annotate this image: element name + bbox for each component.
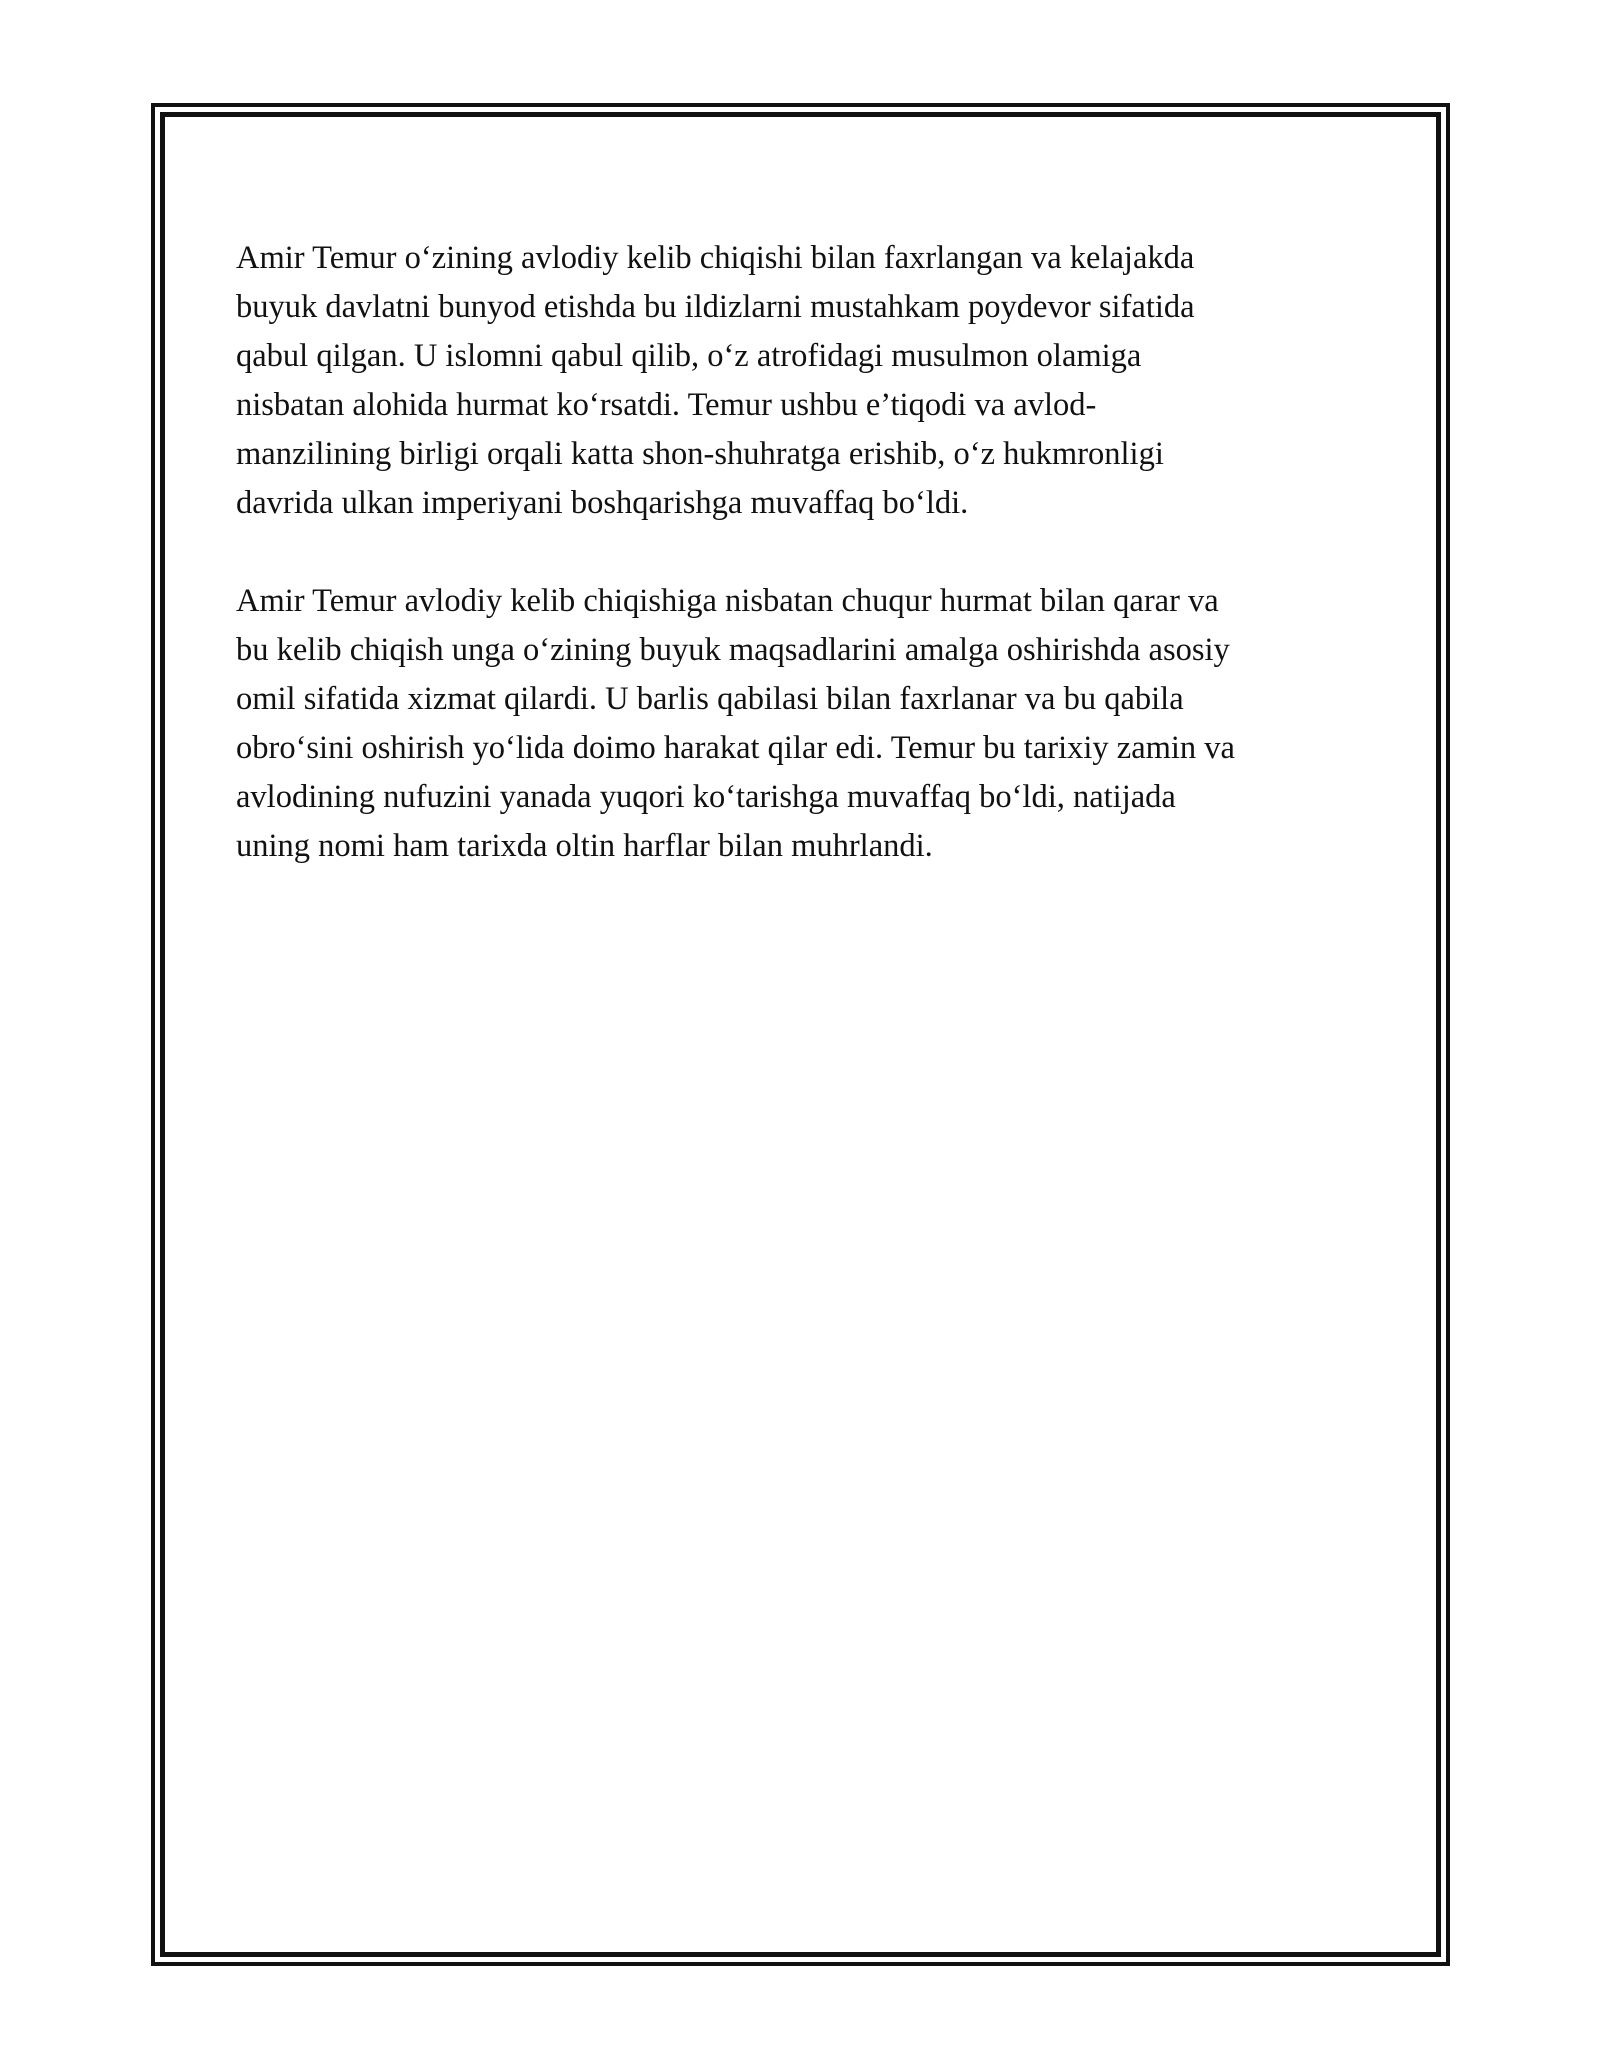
text-line: omil sifatida xizmat qilardi. U barlis qabilasi bilan faxrlanar va bu qabila <box>236 681 1184 717</box>
text-line: obro‘sini oshirish yo‘lida doimo harakat qilar edi. Temur bu tarixiy zamin va <box>236 730 1235 766</box>
text-line: qabul qilgan. U islomni qabul qilib, o‘z atrofidagi musulmon olamiga <box>236 338 1142 374</box>
text-line: bu kelib chiqish unga o‘zining buyuk maqsadlarini amalga oshirishda asosiy <box>236 632 1230 668</box>
text-line: davrida ulkan imperiyani boshqarishga muvaffaq bo‘ldi. <box>236 485 969 521</box>
text-line: manzilining birligi orqali katta shon-shuhratga erishib, o‘z hukmronligi <box>236 436 1164 472</box>
paragraph-2 <box>236 577 1376 871</box>
paragraph-1 <box>236 234 1376 528</box>
text-line: avlodining nufuzini yanada yuqori ko‘tarishga muvaffaq bo‘ldi, natijada <box>236 779 1176 815</box>
text-line: buyuk davlatni bunyod etishda bu ildizlarni mustahkam poydevor sifatida <box>236 289 1195 325</box>
text-line: Amir Temur o‘zining avlodiy kelib chiqishi bilan faxrlangan va kelajakda <box>236 240 1195 276</box>
text-line: nisbatan alohida hurmat ko‘rsatdi. Temur ushbu e’tiqodi va avlod- <box>236 387 1097 423</box>
document-body <box>236 234 1376 871</box>
text-line: uning nomi ham tarixda oltin harflar bilan muhrlandi. <box>236 828 933 864</box>
text-line: Amir Temur avlodiy kelib chiqishiga nisbatan chuqur hurmat bilan qarar va <box>236 583 1219 619</box>
